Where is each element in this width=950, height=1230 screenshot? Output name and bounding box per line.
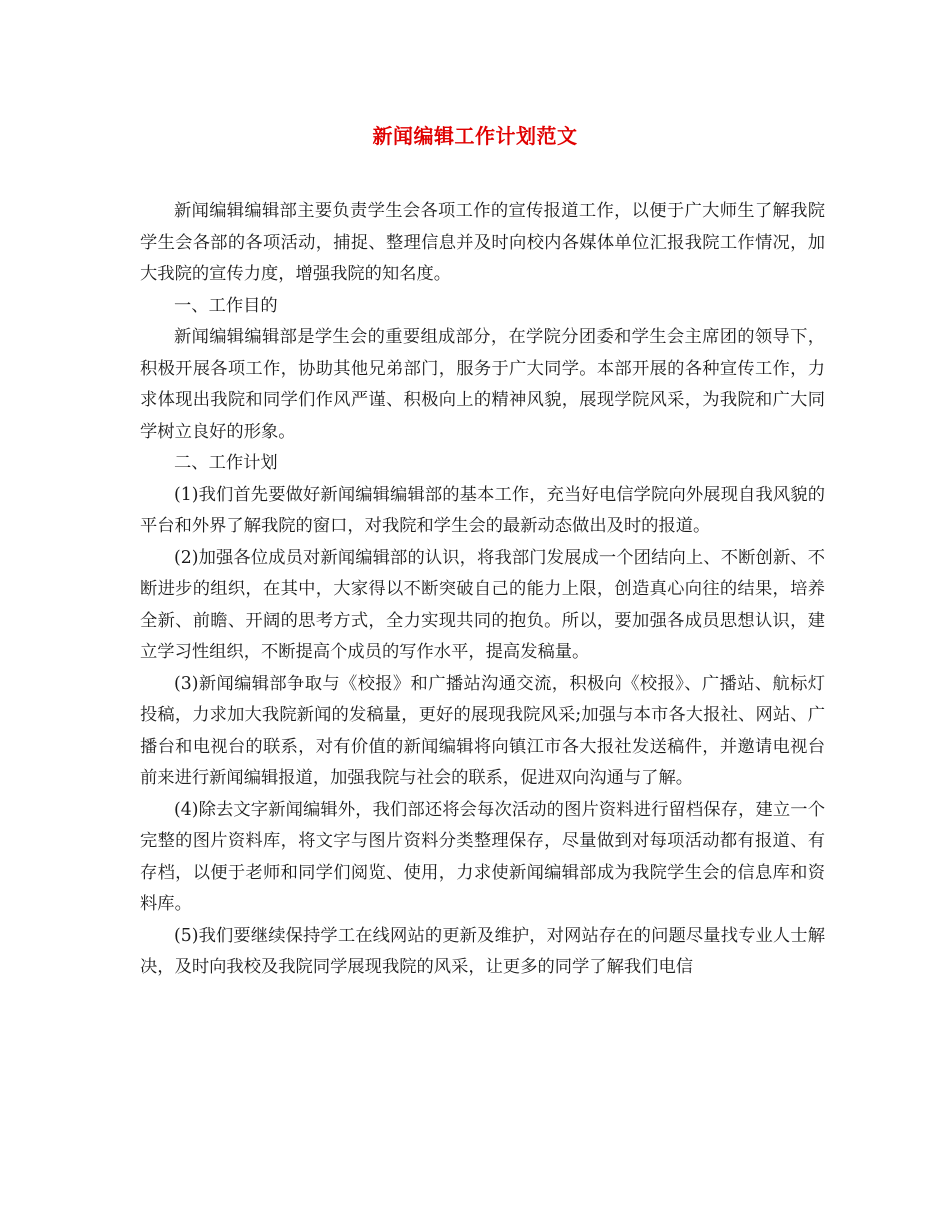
- plan-item-1: (1)我们首先要做好新闻编辑编辑部的基本工作，充当好电信学院向外展现自我风貌的平台和外界了解我院的窗口，对我院和学生会的最新动态做出及时的报道。: [140, 484, 825, 536]
- plan-item-3: (3)新闻编辑部争取与《校报》和广播站沟通交流，积极向《校报》、广播站、航标灯投稿，力求加大我院新闻的发稿量，更好的展现我院风采;加强与本市各大报社、网站、广播台和电视台的联系，对有价值的新闻编辑将向镇江市各大报社发送稿件，并邀请电视台前来进行新闻编辑报道，加强我院与社会的联系，促进双向沟通与了解。: [140, 673, 825, 788]
- plan-item-4: (4)除去文字新闻编辑外，我们部还将会每次活动的图片资料进行留档保存，建立一个完整的图片资料库，将文字与图片资料分类整理保存，尽量做到对每项活动都有报道、有存档，以便于老师和同学们阅览、使用，力求使新闻编辑部成为我院学生会的信息库和资料库。: [140, 799, 825, 914]
- plan-item-5: (5)我们要继续保持学工在线网站的更新及维护，对网站存在的问题尽量找专业人士解决，及时向我校及我院同学展现我院的风采，让更多的同学了解我们电信: [140, 925, 825, 977]
- section-heading-plan: 二、工作计划: [174, 453, 278, 473]
- document-body: [140, 196, 825, 984]
- purpose-paragraph: 新闻编辑编辑部是学生会的重要组成部分，在学院分团委和学生会主席团的领导下，积极开展各项工作，协助其他兄弟部门，服务于广大同学。本部开展的各种宣传工作，力求体现出我院和同学们作风严谨、积极向上的精神风貌，展现学院风采，为我院和广大同学树立良好的形象。: [140, 327, 825, 442]
- plan-item-2: (2)加强各位成员对新闻编辑部的认识，将我部门发展成一个团结向上、不断创新、不断进步的组织，在其中，大家得以不断突破自己的能力上限，创造真心向往的结果，培养全新、前瞻、开阔的思考方式，全力实现共同的抱负。所以，要加强各成员思想认识，建立学习性组织，不断提高个成员的写作水平，提高发稿量。: [140, 547, 825, 662]
- document-title: 新闻编辑工作计划范文: [372, 124, 578, 148]
- intro-paragraph: 新闻编辑编辑部主要负责学生会各项工作的宣传报道工作，以便于广大师生了解我院学生会各部的各项活动，捕捉、整理信息并及时向校内各媒体单位汇报我院工作情况，加大我院的宣传力度，增强我院的知名度。: [140, 201, 825, 284]
- section-heading-purpose: 一、工作目的: [174, 295, 278, 316]
